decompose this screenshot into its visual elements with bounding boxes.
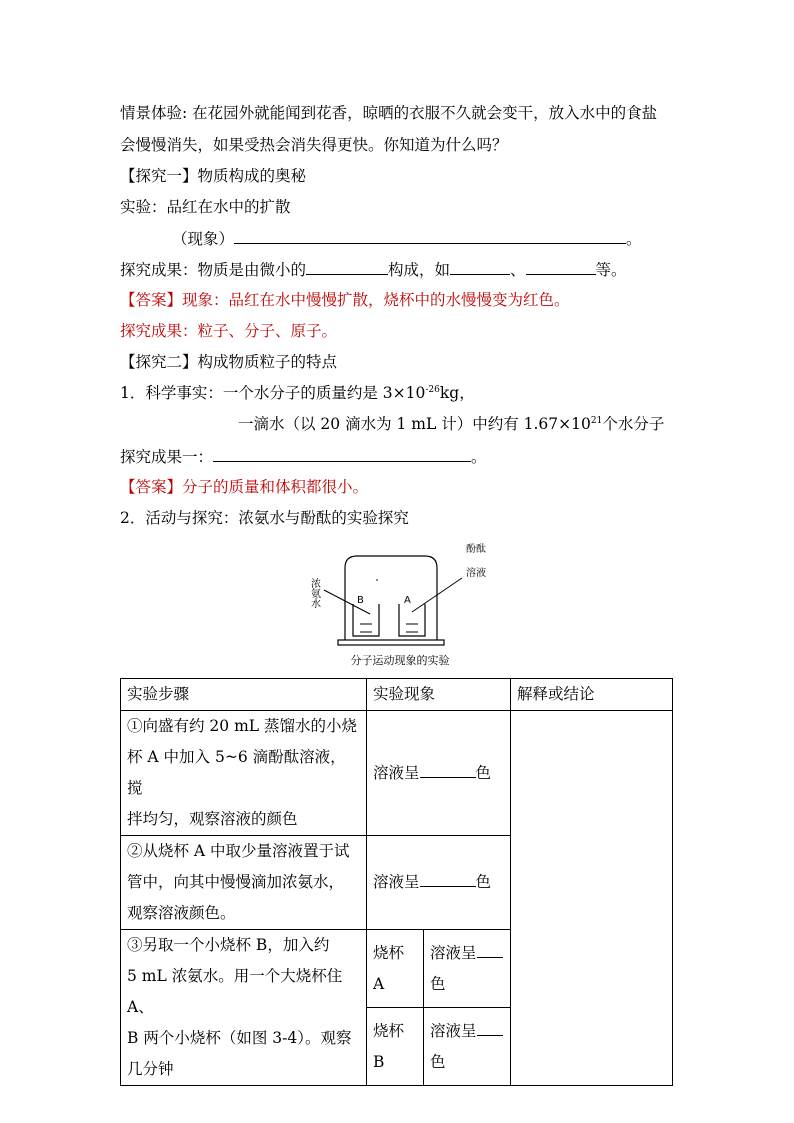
obs3b-blank[interactable] bbox=[477, 1020, 503, 1036]
result-suffix: 等。 bbox=[595, 261, 627, 279]
step3-line: 几分钟 bbox=[127, 1060, 174, 1078]
ammonia-label: 浓氨水 bbox=[308, 578, 320, 608]
phenol-label-1: 酚酞 bbox=[466, 544, 486, 555]
base-plate bbox=[338, 640, 444, 645]
answer-tag: 【答案】 bbox=[120, 478, 183, 496]
phenol-label-2: 溶液 bbox=[466, 568, 486, 579]
obs-prefix: 溶液呈 bbox=[373, 873, 420, 891]
drop-suffix: 个水分子 bbox=[602, 415, 665, 433]
explore2-activity: 2．活动与探究：浓氨水与酚酞的实验探究 bbox=[120, 509, 409, 527]
result-mid: 构成，如 bbox=[388, 261, 451, 279]
fact-prefix: 1．科学事实：一个水分子的质量约是 3×10 bbox=[120, 384, 426, 402]
obs3b-suffix: 色 bbox=[430, 1052, 446, 1071]
header-conclusion: 解释或结论 bbox=[511, 679, 673, 711]
explore1-heading: 【探究一】物质构成的奥秘 bbox=[120, 167, 307, 185]
experiment-table bbox=[120, 678, 673, 1086]
step-2 bbox=[121, 836, 367, 930]
step2-line: 观察溶液颜色。 bbox=[127, 904, 236, 922]
obs3b-prefix: 溶液呈 bbox=[430, 1021, 477, 1040]
result-blank-1[interactable] bbox=[306, 259, 388, 275]
obs-suffix: 色 bbox=[475, 873, 492, 891]
beaker-a-text: A bbox=[373, 974, 385, 993]
explore1-answer bbox=[120, 290, 570, 310]
phenomenon-label: （现象） bbox=[172, 230, 235, 248]
explore2-fact bbox=[120, 383, 475, 403]
figure-caption: 分子运动现象的实验 bbox=[350, 654, 450, 667]
header-step: 实验步骤 bbox=[121, 679, 367, 711]
dot-mark bbox=[376, 579, 378, 581]
obs3a-prefix: 溶液呈 bbox=[430, 943, 477, 962]
fact-exponent: -26 bbox=[425, 385, 440, 395]
fact-suffix: kg， bbox=[439, 384, 475, 402]
beaker-a-label: A bbox=[404, 595, 411, 606]
beaker-b bbox=[353, 604, 379, 636]
result1-suffix: 。 bbox=[471, 448, 487, 466]
phenomenon-blank[interactable] bbox=[234, 228, 626, 244]
header-observation: 实验现象 bbox=[367, 679, 511, 711]
result1-prefix: 探究成果一： bbox=[120, 448, 214, 466]
beaker-b-observation bbox=[424, 1008, 511, 1086]
beaker-b-text: B bbox=[373, 1052, 385, 1071]
explore2-drop bbox=[238, 414, 664, 434]
step3-line: B 两个小烧杯（如图 3-4）。观察 bbox=[127, 1029, 352, 1047]
step1-line: 拌均匀，观察溶液的颜色 bbox=[127, 810, 298, 828]
experiment-figure bbox=[290, 540, 510, 672]
result-blank-2[interactable] bbox=[450, 259, 510, 275]
explore1-result bbox=[120, 259, 627, 280]
obs-prefix: 溶液呈 bbox=[373, 763, 420, 782]
observation-2 bbox=[367, 836, 511, 930]
beaker-a-text: 烧杯 bbox=[373, 943, 405, 962]
obs3a-suffix: 色 bbox=[430, 974, 446, 993]
explore2-heading: 【探究二】构成物质粒子的特点 bbox=[120, 353, 338, 371]
step2-line: 管中，向其中慢慢滴加浓氨水， bbox=[127, 873, 345, 891]
step1-line: 杯 A 中加入 5~6 滴酚酞溶液，搅 bbox=[127, 748, 346, 797]
beaker-a-observation bbox=[424, 930, 511, 1008]
explore2-answer bbox=[120, 477, 368, 497]
drop-exponent: 21 bbox=[590, 416, 603, 426]
intro-line-1: 情景体验: 在花园外就能闻到花香，晾晒的衣服不久就会变干，放入水中的食盐 bbox=[120, 104, 658, 122]
beaker-a-cell bbox=[367, 930, 424, 1008]
obs2-blank[interactable] bbox=[420, 871, 476, 887]
step-3 bbox=[121, 930, 367, 1086]
explore1-answer-result: 探究成果：粒子、分子、原子。 bbox=[120, 322, 338, 340]
answer-text: 现象：品红在水中慢慢扩散，烧杯中的水慢慢变为红色。 bbox=[182, 291, 570, 309]
result-blank-3[interactable] bbox=[526, 259, 596, 275]
beaker-b-text: 烧杯 bbox=[373, 1021, 405, 1040]
result-prefix: 探究成果：物质是由微小的 bbox=[120, 261, 307, 279]
step3-line: 5 mL 浓氨水。用一个大烧杯住 A、 bbox=[127, 967, 343, 1016]
explore1-experiment: 实验：品红在水中的扩散 bbox=[120, 198, 291, 216]
step1-line: ①向盛有约 20 mL 蒸馏水的小烧 bbox=[127, 717, 357, 735]
result1-blank[interactable] bbox=[213, 446, 471, 462]
conclusion-cell[interactable] bbox=[511, 711, 673, 1086]
obs-suffix: 色 bbox=[475, 763, 492, 782]
observation-1 bbox=[367, 711, 511, 836]
beaker-b-label: B bbox=[357, 595, 364, 606]
step2-line: ②从烧杯 A 中取少量溶液置于试 bbox=[127, 842, 350, 860]
intro-line-2: 会慢慢消失，如果受热会消失得更快。你知道为什么吗？ bbox=[120, 136, 508, 154]
beaker-b-cell bbox=[367, 1008, 424, 1086]
step3-line: ③另取一个小烧杯 B，加入约 bbox=[127, 936, 330, 954]
phenomenon-period: 。 bbox=[626, 230, 642, 248]
result-sep: 、 bbox=[510, 261, 526, 279]
answer-text: 分子的质量和体积都很小。 bbox=[182, 478, 369, 496]
obs1-blank[interactable] bbox=[420, 762, 476, 778]
explore2-result1 bbox=[120, 446, 487, 467]
beaker-diagram bbox=[290, 540, 510, 672]
obs3a-blank[interactable] bbox=[477, 942, 503, 958]
step-1 bbox=[121, 711, 367, 836]
explore1-phenomenon bbox=[172, 228, 642, 249]
drop-prefix: 一滴水（以 20 滴水为 1 mL 计）中约有 1.67×10 bbox=[238, 415, 591, 433]
beaker-a bbox=[399, 604, 425, 636]
answer-tag: 【答案】 bbox=[120, 291, 183, 309]
